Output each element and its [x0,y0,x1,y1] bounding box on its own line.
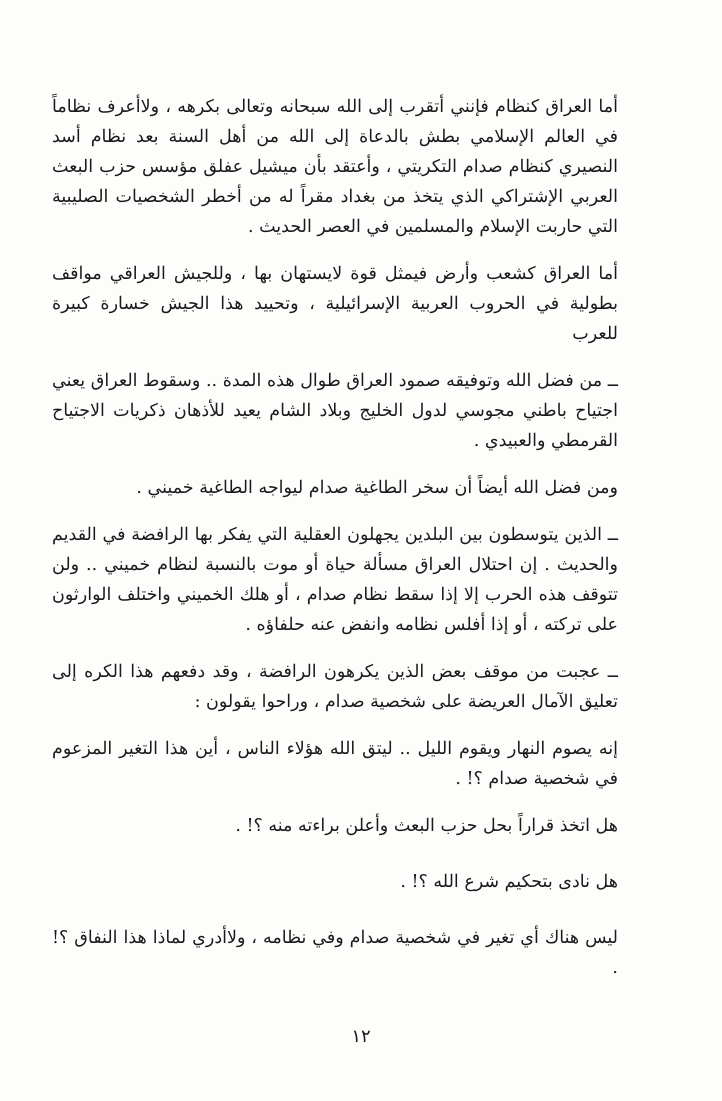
paragraph: إنه يصوم النهار ويقوم الليل .. ليتق الله هؤلاء الناس ، أين هذا التغير المزعوم في شخصية صدام ؟! . [52,739,618,789]
paragraph: ــ من فضل الله وتوفيقه صمود العراق طوال هذه المدة .. وسقوط العراق يعني اجتياح باطني مجوسي لدول الخليج وبلاد الشام يعيد للأذهان ذكريات الاجتياح القرمطي والعبيدي . [52,371,618,451]
paragraph: ــ عجبت من موقف بعض الذين يكرهون الرافضة ، وقد دفعهم هذا الكره إلى تعليق الآمال العريضة على شخصية صدام ، وراحوا يقولون : [52,662,618,712]
paragraph: ومن فضل الله أيضاً أن سخر الطاغية صدام ليواجه الطاغية خميني . [136,478,618,498]
paragraph: ــ الذين يتوسطون بين البلدين يجهلون العقلية التي يفكر بها الرافضة في القديم والحديث . إن احتلال العراق مسألة حياة أو موت بالنسبة لنظام خميني .. ولن تتوقف هذه الحرب إلا إذا سقط نظام صدام ، أو هلك الخميني واختلف الوارثون على تركته ، أو إذا أفلس نظامه وانفض عنه حلفاؤه . [52,525,618,635]
paragraph: أما العراق كشعب وأرض فيمثل قوة لايستهان بها ، وللجيش العراقي مواقف بطولية في الحروب العربية الإسرائيلية ، وتحييد هذا الجيش خسارة كبيرة للعرب [52,264,618,344]
paragraph: ليس هناك أي تغير في شخصية صدام وفي نظامه ، ولاأدري لماذا هذا النفاق ؟! . [52,928,618,978]
page-number: ١٢ [351,1026,371,1047]
paragraph: هل اتخذ قراراً بحل حزب البعث وأعلن براءته منه ؟! . [235,816,618,836]
paragraph: هل نادى بتحكيم شرع الله ؟! . [400,872,618,892]
paragraph: أما العراق كنظام فإنني أتقرب إلى الله سبحانه وتعالى بكرهه ، ولاأعرف نظاماً في العالم الإسلامي بطش بالدعاة إلى الله من أهل السنة بعد نظام أسد النصيري كنظام صدام التكريتي ، وأعتقد بأن ميشيل عفلق مؤسس حزب البعث العربي الإشتراكي الذي يتخذ من بغداد مقراً له من أخطر الشخصيات الصليبية التي حاربت الإسلام والمسلمين في العصر الحديث . [52,97,618,237]
page-body-text [52,92,618,1000]
